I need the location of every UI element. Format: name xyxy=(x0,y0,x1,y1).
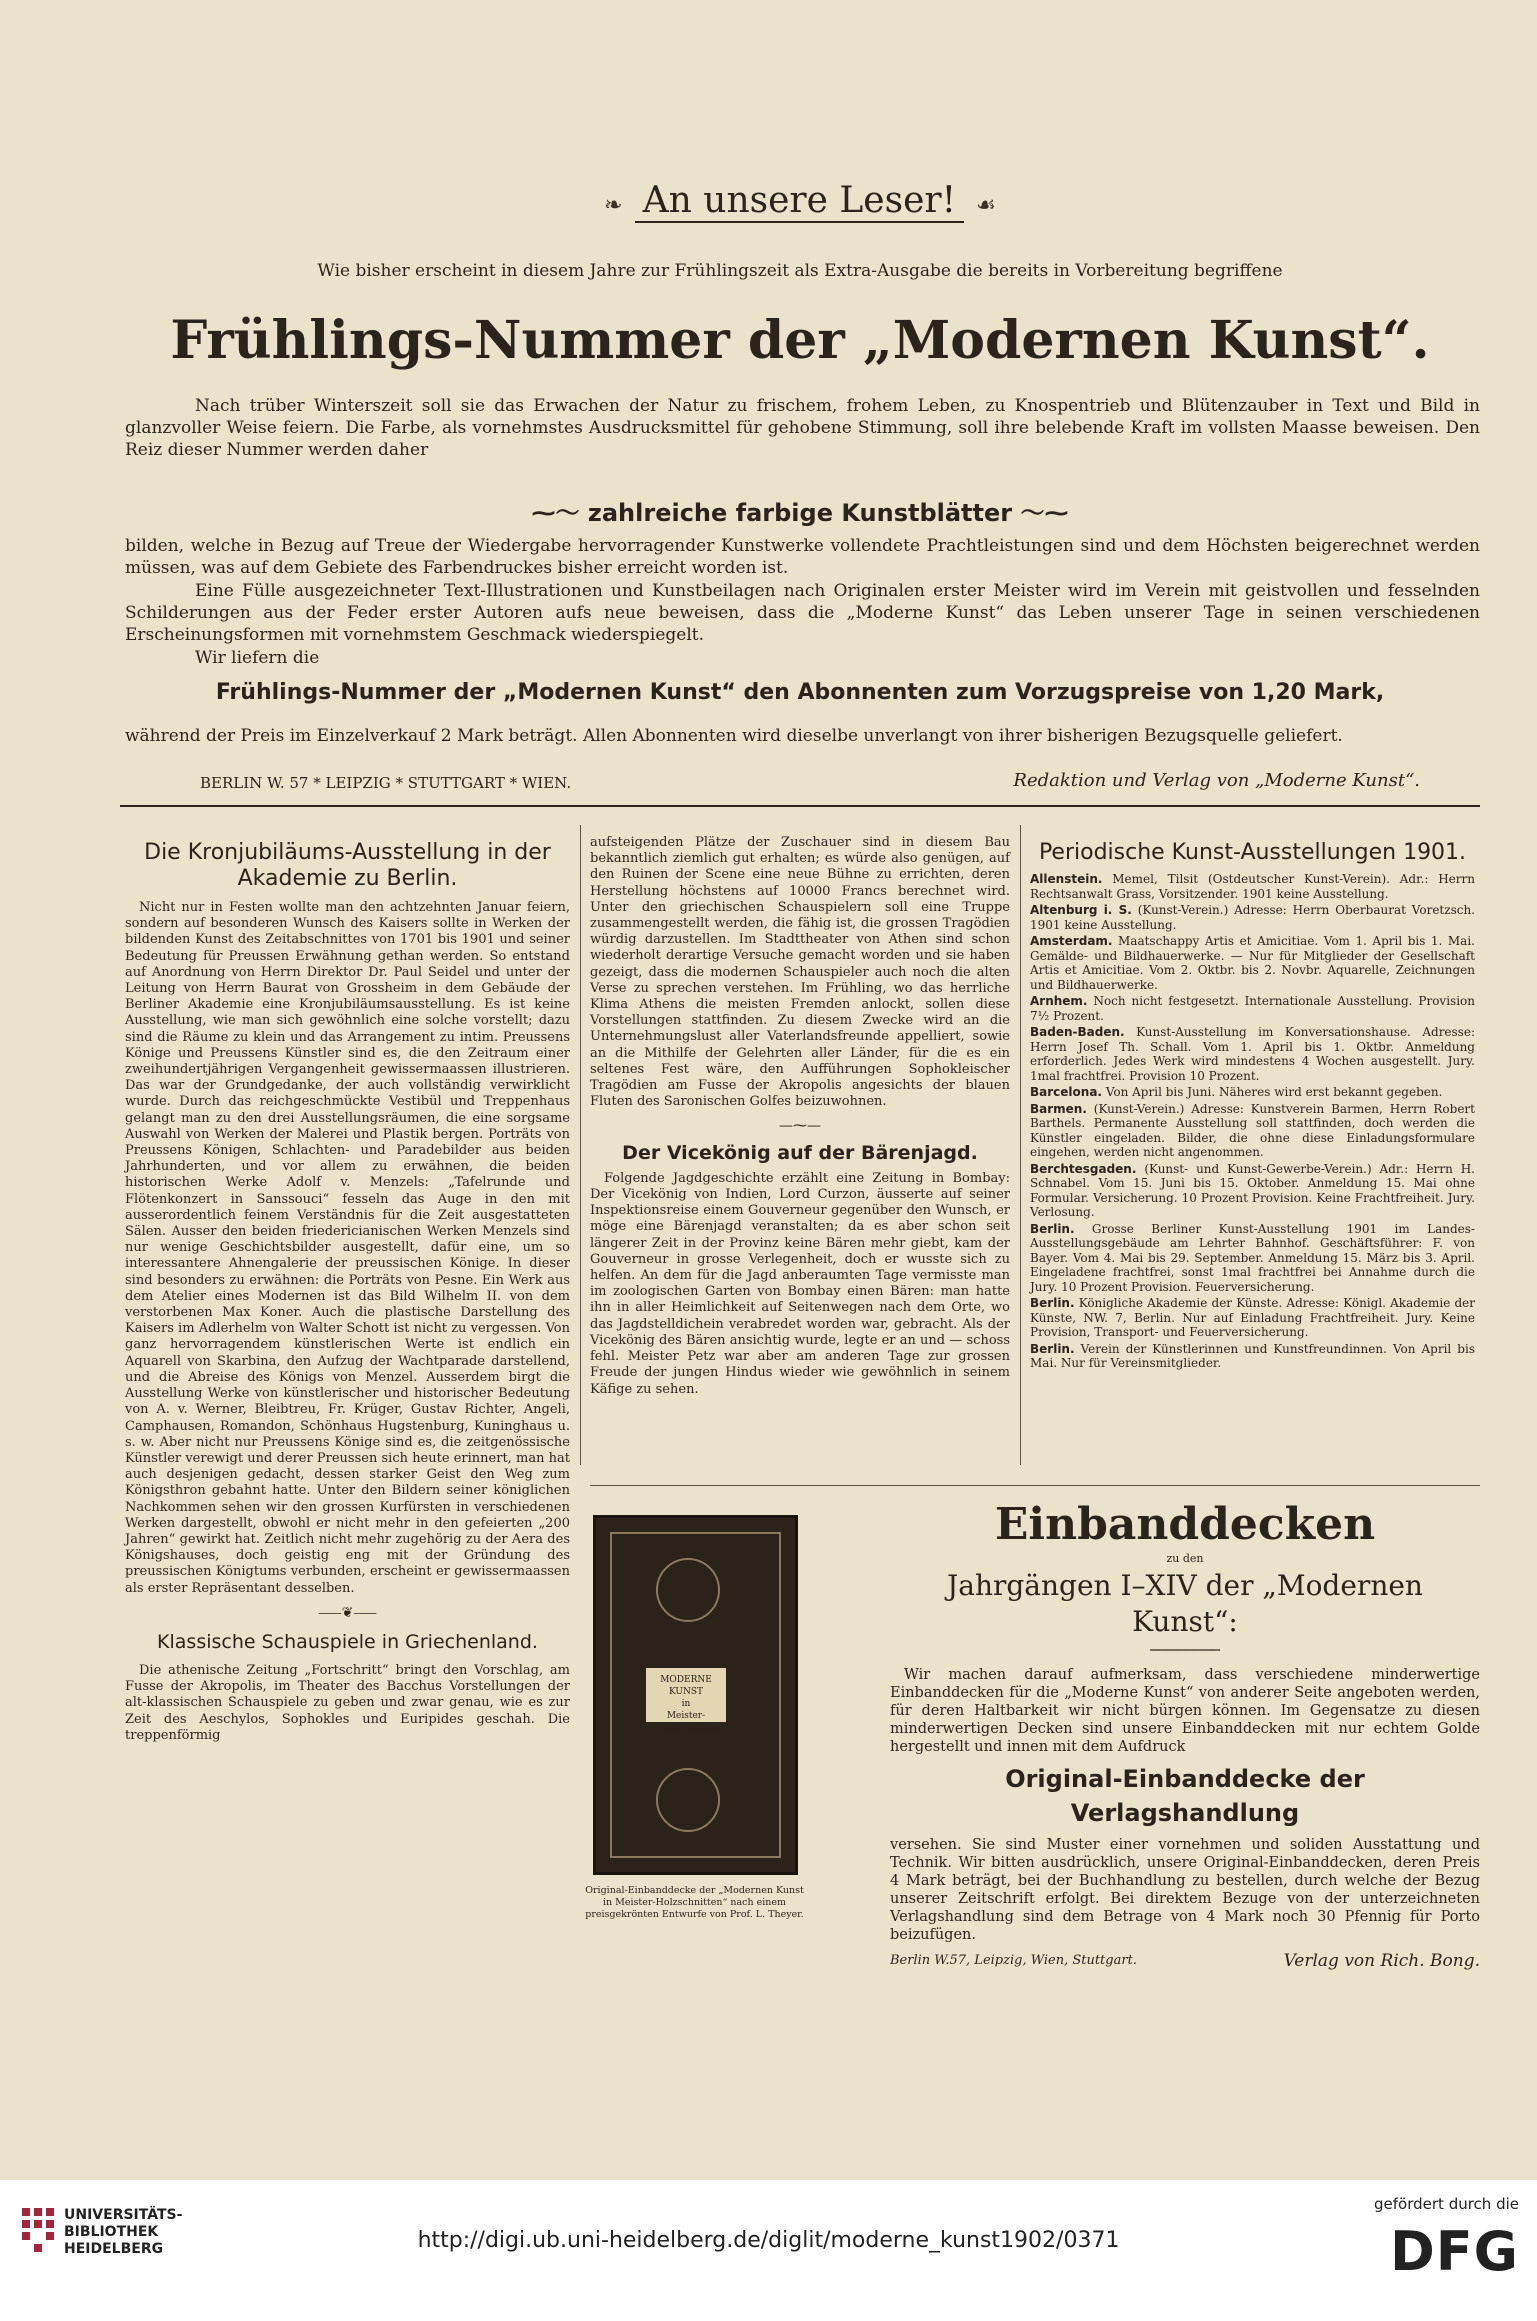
entry-city: Barmen. xyxy=(1030,1101,1087,1116)
separator-small-icon: —⁓— xyxy=(779,1118,821,1135)
entry-text: Maatschappy Artis et Amicitiae. Vom 1. April bis 1. Mai. Gemälde- und Bildhauerwerke. — Nur für Mitglieder der Gesellschaft Artis et Amicitiae. Vom 2. Oktbr. bis 2. Novbr. Aquarelle, Zeichnungen und Bildhauerwerke. xyxy=(1030,934,1475,992)
notice-heading xyxy=(550,180,1050,221)
binding-ad-places: Berlin W.57, Leipzig, Wien, Stuttgart. xyxy=(890,1953,1137,1968)
binding-ad-subtitle: Jahrgängen I–XIV der „Modernen Kunst“: xyxy=(947,1569,1423,1638)
column-divider-1 xyxy=(580,825,581,1465)
spring-issue-headline: Frühlings-Nummer der „Modernen Kunst“. xyxy=(170,310,1430,371)
ad-top-rule xyxy=(590,1485,1480,1486)
notice-title: An unsere Leser! xyxy=(635,180,964,223)
column-exhibitions-list xyxy=(1030,840,1475,1470)
list-item xyxy=(1030,1025,1475,1083)
list-item xyxy=(1030,1102,1475,1160)
book-caption: Original-Einbanddecke der „Modernen Kunst in Meister-Holzschnitten“ nach einem preisgekrönten Entwurfe von Prof. L. Theyer. xyxy=(585,1885,804,1920)
list-item xyxy=(1030,1296,1475,1340)
theatre-continued-text: aufsteigenden Plätze der Zuschauer sind in diesem Bau bekanntlich ziemlich gut erhalten; es würde also genügen, auf den Ruinen der Scene eine neue Bühne zu errichten, deren Herstellung höchstens auf 10000 Francs berechnet wird. Unter den griechischen Schauspielern soll eine Truppe zusammengestellt werden, die fähig ist, die grossen Tragödien würdig darzustellen. Im Stadttheater von Athen sind schon wiederholt derartige Versuche gemacht worden und sie haben gezeigt, dass die modernen Schauspieler auch noch die alten Verse zu sprechen verstehen. Im Frühling, wo das herrliche Klima Athens die meisten Fremden anlockt, sollen diese Vorstellungen stattfinden. Zu diesem Zwecke wird an die Unternehmungslust aller Vaterlandsfreunde appelliert, sowie an die Mithilfe der Gelehrten aller Länder, für die es ein seltenes Fest wäre, den Aufführungen Sophokleischer Tragödien am Fusse der Akropolis angesichts der blauen Fluten des Saronischen Golfes beizuwohnen. xyxy=(590,835,1010,1110)
entry-text: Verein der Künstlerinnen und Kunstfreundinnen. Von April bis Mai. Nur für Vereinsmitglieder. xyxy=(1030,1341,1475,1370)
column-divider-2 xyxy=(1020,825,1021,1465)
entry-city: Allenstein. xyxy=(1030,872,1103,886)
header-divider xyxy=(120,805,1480,807)
binding-ad xyxy=(890,1500,1480,1970)
book-title-plate xyxy=(646,1668,726,1733)
column-middle xyxy=(590,835,1010,1475)
entry-text: Grosse Berliner Kunst-Ausstellung 1901 im Landes-Ausstellungsgebäude am Lehrter Bahnhof. Geschäftsführer: F. von Bayer. Vom 4. Mai bis 29. September. Anmeldung 15. März bis 3. April. Eingeladene frachtfrei, sonst 1mal frachtfrei bei Annahme durch die Jury. 10 Prozent Provision. Feuerversicherung. xyxy=(1030,1221,1475,1294)
dfg-logo: DFG xyxy=(1389,2220,1519,2283)
viceroy-text: Folgende Jagdgeschichte erzählt eine Zeitung in Bombay: Der Vicekönig von Indien, Lord Curzon, äusserte auf seiner Inspektionsreise einem Gouverneur gegenüber den Wunsch, er möge eine Bärenjagd veranstalten; da es aber schon seit längerer Zeit in der Provinz keine Bären mehr giebt, kam der Gouverneur in grosse Verlegenheit, doch er wusste sich zu helfen. An dem für die Jagd anberaumten Tage vermisste man im zoologischen Garten von Bombay einen Bären: man hatte ihn in aller Heimlichkeit auf Seitenwegen nach dem Orte, wo das Jagdstelldichein verabredet worden war, gebracht. Als der Vicekönig des Bären ansichtig wurde, legte er an und — schoss fehl. Meister Petz war aber am anderen Tage zur grossen Freude der jungen Hindus wieder wie gewöhnlich in seinem Käfige zu sehen. xyxy=(590,1170,1010,1397)
separator-icon: ⸺❦⸺ xyxy=(317,1604,378,1621)
places-line: BERLIN W. 57 * LEIPZIG * STUTTGART * WIEN. xyxy=(200,774,572,792)
entry-city: Berlin. xyxy=(1030,1221,1075,1236)
ad-inner-space xyxy=(880,1500,881,1970)
cherub-crest-icon xyxy=(656,1768,720,1832)
paragraph-2: bilden, welche in Bezug auf Treue der Wiedergabe hervorragender Kunstwerke vollendete Prachtleistungen sind und dem Höchsten beigerechnet werden müssen, was auf dem Gebiete des Farbendruckes bisher erreicht worden ist. xyxy=(125,536,1480,578)
list-item xyxy=(1030,1222,1475,1295)
theatre-title: Klassische Schauspiele in Griechenland. xyxy=(157,1630,538,1653)
entry-city: Berlin. xyxy=(1030,1341,1075,1356)
university-line-3: HEIDELBERG xyxy=(64,2241,164,2257)
entry-city: Berchtesgaden. xyxy=(1030,1161,1137,1176)
theatre-text: Die athenische Zeitung „Fortschritt“ bringt den Vorschlag, am Fusse der Akropolis, im Theater des Bacchus Vorstellungen der alt-klassischen Schauspiele zu geben und zwar genau, wie es zur Zeit des Aeschylos, Sophokles und Euripides geschah. Die treppenförmig xyxy=(125,1662,570,1743)
periodic-exhibitions-title: Periodische Kunst-Ausstellungen 1901. xyxy=(1038,840,1467,865)
entry-city: Arnhem. xyxy=(1030,994,1088,1008)
entry-text: Kunst-Ausstellung im Konversationshause. Adresse: Herrn Josef Th. Schall. Vom 1. April bis 1. Oktbr. Anmeldung erforderlich. Jedes Werk wird mindestens 4 Wochen ausgestellt. Jury. 1mal frachtfrei. Provision 10 Prozent. xyxy=(1030,1025,1475,1083)
book-cover-illustration xyxy=(593,1515,798,1875)
book-label-3: Meister-Holzschnitten xyxy=(654,1711,718,1733)
color-plates-text: zahlreiche farbige Kunstblätter xyxy=(587,499,1013,527)
exhibition-text: Nicht nur in Festen wollte man den achtzehnten Januar feiern, sondern auf besonderen Wunsch des Kaisers sollte in Werken der bildenden Kunst des Zeitabschnittes von 1701 bis 1901 und seiner Bedeutung für Preussen Erwähnung gethan werden. So entstand auf Anordnung von Herrn Direktor Dr. Paul Seidel und unter der Leitung von Herrn Baurat von Grossheim in dem Gebäude der Berliner Akademie eine Kronjubiläumsausstellung. Es ist keine Ausstellung, wie man sich gewöhnlich eine solche vorstellt; dazu sind die Räume zu klein und das Arrangement zu intim. Preussens Könige und Preussens Künstler sind es, die den Zeitraum einer zweihundertjährigen Vergangenheit gewissermaassen illustrieren. Das war der Grundgedanke, der auch vollständig verwirklicht wurde. Durch das reichgeschmückte Vestibül und Treppenhaus gelangt man zu den drei Ausstellungsräumen, die eine sorgsame Auswahl von Werken der Malerei und Plastik bergen. Porträts von Preussens Königen, Schlachten- und Paradebilder aus beiden Jahrhunderten, und vor allem zu erwähnen, die beiden historischen Werke Adolf v. Menzels: „Tafelrunde und Flötenkonzert in Sanssouci“ fesseln das Auge in den mit ausserordentlich feinem Verständnis für die Zeit ausgestatteten Sälen. Ausser den beiden friedericianischen Werken Menzels sind nur wenige Geschichtsbilder ausgestellt, dafür eine, um so interessantere Ahnengalerie der preussischen Könige. In dieser sind besonders zu erwähnen: die Porträts von Pesne. Ein Werk aus dem Atelier eines Modernen ist das Bild Wilhelm II. von dem verstorbenen Max Koner. Auch die plastische Darstellung des Kaisers im Adlerhelm von Walter Schott ist nicht zu vergessen. Von ganz hervorragendem künstlerischen Werte ist endlich ein Aquarell von Skarbina, den Aufzug der Wachtparade darstellend, und die Abreise des Königs von Menzel. Ausserdem birgt die Ausstellung Werke von künstlerischer und historischer Bedeutung von A. v. Werner, Bleibtreu, Fr. Krüger, Gustav Richter, Angeli, Camphausen, Romandon, Schönhaus Hugstenburg, Kuninghaus u. s. w. Aber nicht nur Preussens Könige sind es, die zeitgenössische Künstler verewigt und derer Preussen sich heute erinnert, man hat auch desjenigen gedacht, dessen starker Geist den Weg zum Königsthron gebahnt hatte. Unter den Bildern seiner königlichen Nachkommen sehen wir den grossen Kurfürsten in verschiedenen Werken dargestellt, obwohl er nicht mehr in den gefeierten „200 Jahren“ gewirkt hat. Zeitlich nicht mehr zugehörig zu der Aera des Königshauses, doch geistig eng mit der Gründung des preussischen Königtums verbunden, erscheint er gewissermaassen als erster Repräsentant desselben. xyxy=(125,900,570,1596)
angel-crest-icon xyxy=(656,1558,720,1622)
paragraph-3: Eine Fülle ausgezeichneter Text-Illustrationen und Kunstbeilagen nach Originalen erster Meister wird im Verein mit geistvollen und fesselnden Schilderungen aus der Feder erster Autoren aufs neue beweisen, dass die „Moderne Kunst“ das Leben unserer Tage in seinen verschiedenen Erscheinungsformen mit vornehmstem Geschmack wiederspiegelt. xyxy=(125,581,1480,645)
paragraph-5: während der Preis im Einzelverkauf 2 Mark beträgt. Allen Abonnenten wird dieselbe unverlangt von ihrer bisherigen Bezugsquelle geliefert. xyxy=(125,726,1343,746)
source-url-link[interactable]: http://digi.ub.uni-heidelberg.de/diglit/moderne_kunst1902/0371 xyxy=(417,2228,1120,2253)
entry-text: Königliche Akademie der Künste. Adresse: Königl. Akademie der Künste, NW. 7, Berlin. Nur auf Einladung Frachtfreiheit. Jury. Keine Provision, Transport- und Feuerversicherung. xyxy=(1030,1296,1475,1339)
intro-text: Wie bisher erscheint in diesem Jahre zur Frühlingszeit als Extra-Ausgabe die bereits in Vorbereitung begriffene xyxy=(317,261,1283,281)
paragraph-1: Nach trüber Winterszeit soll sie das Erwachen der Natur zu frischem, frohem Leben, zu Knospentrieb und Blütenzauber in Text und Bild in glanzvoller Weise feiern. Die Farbe, als vornehmstes Ausdrucksmittel für gehobene Stimmung, soll ihre belebende Kraft im vollsten Maasse beweisen. Den Reiz dieser Nummer werden daher xyxy=(125,396,1480,460)
entry-city: Berlin. xyxy=(1030,1296,1075,1310)
flourish-left-icon: ⁓〜 xyxy=(531,499,588,527)
signature-line: Redaktion und Verlag von „Moderne Kunst“. xyxy=(1013,770,1420,791)
list-item xyxy=(1030,1162,1475,1220)
list-item xyxy=(1030,872,1475,901)
exhibition-title: Die Kronjubiläums-Ausstellung in der Akademie zu Berlin. xyxy=(144,840,551,891)
list-item xyxy=(1030,994,1475,1023)
entry-city: Barcelona. xyxy=(1030,1085,1102,1099)
page-content xyxy=(120,160,1480,2150)
entry-text: Von April bis Juni. Näheres wird erst bekannt gegeben. xyxy=(1105,1085,1443,1099)
university-line-1: UNIVERSITÄTS- xyxy=(64,2207,183,2223)
ornament-left-icon: ❧ xyxy=(604,193,630,218)
funding-note: gefördert durch die xyxy=(1374,2195,1519,2213)
binding-ad-rule: ──────── xyxy=(1150,1643,1220,1659)
entry-city: Baden-Baden. xyxy=(1030,1025,1125,1039)
university-line-2: BIBLIOTHEK xyxy=(64,2224,159,2240)
binding-ad-headline: Original-Einbanddecke der Verlagshandlung xyxy=(1005,1765,1365,1827)
list-item xyxy=(1030,903,1475,932)
entry-text: (Kunst-Verein.) Adresse: Herrn Oberbaurat Voretzsch. 1901 keine Ausstellung. xyxy=(1030,903,1475,932)
binding-ad-zu-den: zu den xyxy=(1166,1552,1204,1565)
entry-text: Memel, Tilsit (Ostdeutscher Kunst-Verein). Adr.: Herrn Rechtsanwalt Grass, Vorsitzender. 1901 keine Ausstellung. xyxy=(1030,872,1475,901)
book-label-1: MODERNE KUNST xyxy=(660,1675,712,1697)
entry-city: Amsterdam. xyxy=(1030,934,1113,948)
viceroy-title: Der Vicekönig auf der Bärenjagd. xyxy=(622,1141,978,1164)
flourish-right-icon: 〜⁓ xyxy=(1012,499,1069,527)
ornament-right-icon: ☙ xyxy=(969,193,996,218)
book-label-2: in xyxy=(681,1699,691,1709)
binding-ad-text-2: versehen. Sie sind Muster einer vornehmen und soliden Ausstattung und Technik. Wir bitten ausdrücklich, unsere Original-Einbanddecken, deren Preis 4 Mark beträgt, bei der Buchhandlung zu bestellen, durch welche der Bezug unserer Zeitschrift erfolgt. Bei direktem Bezuge von der unterzeichneten Verlagshandlung sind dem Betrage von 4 Mark noch 30 Pfennig für Porto beizufügen. xyxy=(890,1837,1480,1943)
binding-ad-text-1: Wir machen darauf aufmerksam, dass verschiedene minderwertige Einbanddecken für die „Moderne Kunst“ von anderer Seite angeboten werden, für deren Haltbarkeit wir nicht bürgen können. Im Gegensatze zu diesen minderwertigen Decken sind unsere Einbanddecken mit nur echtem Golde hergestellt und innen mit dem Aufdruck xyxy=(890,1667,1480,1755)
paragraph-4: Wir liefern die xyxy=(195,648,320,668)
column-exhibition xyxy=(125,840,570,2140)
binding-ad-title: Einbanddecken xyxy=(994,1499,1376,1550)
list-item xyxy=(1030,1085,1475,1100)
color-plates-subhead xyxy=(120,493,1480,528)
offer-line: Frühlings-Nummer der „Modernen Kunst“ den Abonnenten zum Vorzugspreise von 1,20 Mark, xyxy=(215,680,1385,705)
entry-text: (Kunst- und Kunst-Gewerbe-Verein.) Adr.: Herrn H. Schnabel. Vom 15. Juni bis 15. Oktober. Anmeldung 15. Mai ohne Formular. Versicherung. 10 Prozent Provision. Keine Frachtfreiheit. Jury. Verlosung. xyxy=(1030,1161,1475,1219)
entry-city: Altenburg i. S. xyxy=(1030,903,1132,917)
binding-ad-footer xyxy=(890,1952,1480,1970)
list-item xyxy=(1030,1342,1475,1371)
entry-text: Noch nicht festgesetzt. Internationale Ausstellung. Provision 7½ Prozent. xyxy=(1030,994,1475,1023)
binding-ad-publisher: Verlag von Rich. Bong. xyxy=(1283,1951,1480,1971)
list-item xyxy=(1030,934,1475,992)
entry-text: (Kunst-Verein.) Adresse: Kunstverein Barmen, Herrn Robert Barthels. Permanente Ausstellung soll stattfinden, doch werden die Künstler eingeladen. Bilder, die ohne diese Einladungsformulare eingehen, werden nicht angenommen. xyxy=(1030,1101,1475,1159)
